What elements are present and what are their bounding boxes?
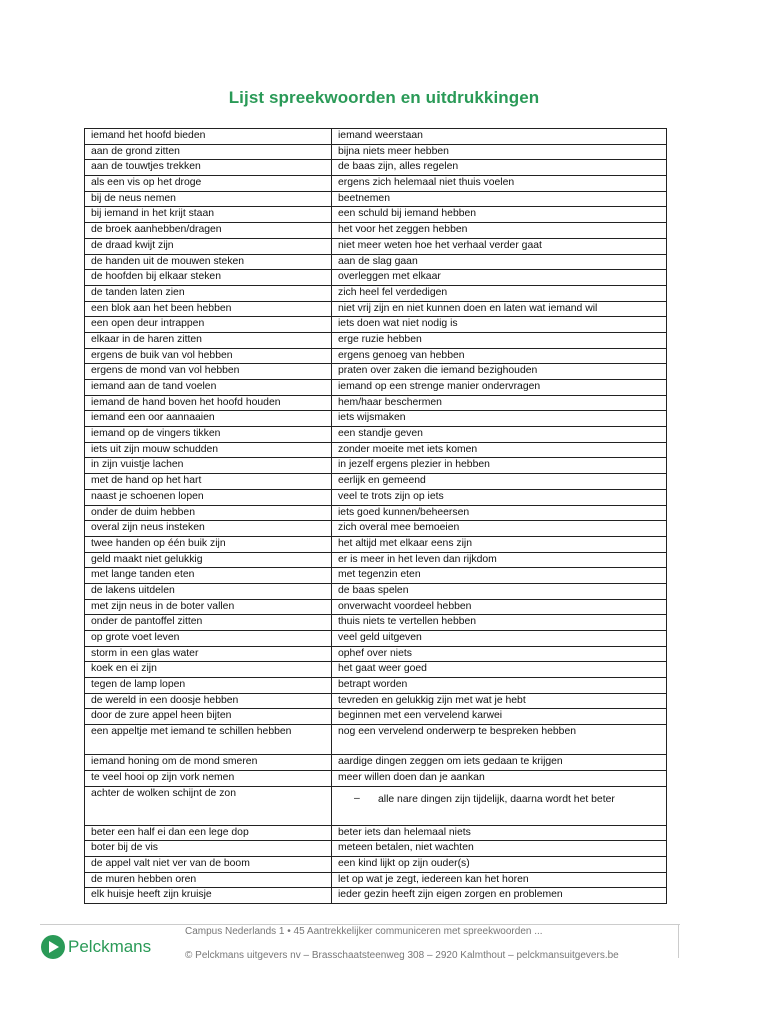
- expression-cell: een open deur intrappen: [85, 317, 332, 333]
- expression-cell: de wereld in een doosje hebben: [85, 693, 332, 709]
- table-row: [85, 129, 667, 145]
- table-row: [85, 521, 667, 537]
- expression-cell: bij de neus nemen: [85, 191, 332, 207]
- meaning-cell: onverwacht voordeel hebben: [332, 599, 667, 615]
- expression-cell: iemand aan de tand voelen: [85, 380, 332, 396]
- meaning-cell: ieder gezin heeft zijn eigen zorgen en problemen: [332, 888, 667, 904]
- table-row: [85, 615, 667, 631]
- dash-bullet: –: [354, 792, 360, 804]
- table-row: [85, 646, 667, 662]
- meaning-cell: veel geld uitgeven: [332, 631, 667, 647]
- expression-cell: in zijn vuistje lachen: [85, 458, 332, 474]
- expressions-table: [84, 128, 667, 904]
- logo-brand-name: Pelckmans: [68, 937, 152, 956]
- expression-cell: door de zure appel heen bijten: [85, 709, 332, 725]
- meaning-cell: aardige dingen zeggen om iets gedaan te krijgen: [332, 755, 667, 771]
- meaning-cell: de baas zijn, alles regelen: [332, 160, 667, 176]
- table-row: [85, 662, 667, 678]
- meaning-cell: praten over zaken die iemand bezighouden: [332, 364, 667, 380]
- table-row: [85, 458, 667, 474]
- expression-cell: onder de pantoffel zitten: [85, 615, 332, 631]
- meaning-cell: ergens zich helemaal niet thuis voelen: [332, 176, 667, 192]
- meaning-cell: een schuld bij iemand hebben: [332, 207, 667, 223]
- meaning-cell: meer willen doen dan je aankan: [332, 770, 667, 786]
- meaning-cell: niet vrij zijn en niet kunnen doen en laten wat iemand wil: [332, 301, 667, 317]
- expression-cell: de handen uit de mouwen steken: [85, 254, 332, 270]
- meaning-cell: ophef over niets: [332, 646, 667, 662]
- table-row: [85, 348, 667, 364]
- meaning-cell: [332, 786, 667, 825]
- table-row: [85, 207, 667, 223]
- meaning-cell: beter iets dan helemaal niets: [332, 825, 667, 841]
- meaning-cell: niet meer weten hoe het verhaal verder gaat: [332, 238, 667, 254]
- expression-cell: de broek aanhebben/dragen: [85, 223, 332, 239]
- meaning-cell: de baas spelen: [332, 583, 667, 599]
- expression-cell: achter de wolken schijnt de zon: [85, 786, 332, 825]
- expression-cell: een appeltje met iemand te schillen hebben: [85, 725, 332, 755]
- expression-cell: de lakens uitdelen: [85, 583, 332, 599]
- expression-cell: elkaar in de haren zitten: [85, 332, 332, 348]
- meaning-cell: bijna niets meer hebben: [332, 144, 667, 160]
- meaning-cell: beetnemen: [332, 191, 667, 207]
- meaning-cell: iemand weerstaan: [332, 129, 667, 145]
- expression-cell: aan de grond zitten: [85, 144, 332, 160]
- meaning-cell: iemand op een strenge manier ondervragen: [332, 380, 667, 396]
- table-row: [85, 144, 667, 160]
- meaning-cell: het voor het zeggen hebben: [332, 223, 667, 239]
- expression-cell: tegen de lamp lopen: [85, 678, 332, 694]
- meaning-cell: met tegenzin eten: [332, 568, 667, 584]
- table-row: [85, 755, 667, 771]
- pelckmans-logo-icon: [40, 934, 66, 960]
- table-row: [85, 176, 667, 192]
- table-row: [85, 678, 667, 694]
- meaning-cell: er is meer in het leven dan rijkdom: [332, 552, 667, 568]
- table-row: [85, 427, 667, 443]
- table-row: [85, 332, 667, 348]
- table-row: [85, 238, 667, 254]
- table-row: [85, 191, 667, 207]
- meaning-cell: iets goed kunnen/beheersen: [332, 505, 667, 521]
- meaning-cell: thuis niets te vertellen hebben: [332, 615, 667, 631]
- table-row: [85, 693, 667, 709]
- expression-cell: iets uit zijn mouw schudden: [85, 442, 332, 458]
- table-row: [85, 583, 667, 599]
- meaning-cell: erge ruzie hebben: [332, 332, 667, 348]
- meaning-cell: hem/haar beschermen: [332, 395, 667, 411]
- table-row: [85, 285, 667, 301]
- expression-cell: een blok aan het been hebben: [85, 301, 332, 317]
- expression-cell: koek en ei zijn: [85, 662, 332, 678]
- expression-cell: ergens de mond van vol hebben: [85, 364, 332, 380]
- meaning-cell: eerlijk en gemeend: [332, 474, 667, 490]
- expression-cell: de hoofden bij elkaar steken: [85, 270, 332, 286]
- expression-cell: de draad kwijt zijn: [85, 238, 332, 254]
- meaning-cell: zonder moeite met iets komen: [332, 442, 667, 458]
- table-row: [85, 489, 667, 505]
- table-row: [85, 725, 667, 755]
- footer: [0, 924, 768, 966]
- table-row: [85, 270, 667, 286]
- table-row: [85, 856, 667, 872]
- expression-cell: de appel valt niet ver van de boom: [85, 856, 332, 872]
- table-row: [85, 872, 667, 888]
- expression-cell: beter een half ei dan een lege dop: [85, 825, 332, 841]
- expression-cell: de tanden laten zien: [85, 285, 332, 301]
- expression-cell: elk huisje heeft zijn kruisje: [85, 888, 332, 904]
- meaning-cell: veel te trots zijn op iets: [332, 489, 667, 505]
- table-row: [85, 505, 667, 521]
- table-row: [85, 301, 667, 317]
- meaning-cell: overleggen met elkaar: [332, 270, 667, 286]
- table-row: [85, 786, 667, 825]
- meaning-cell: aan de slag gaan: [332, 254, 667, 270]
- footer-divider: [40, 924, 680, 925]
- table-row: [85, 474, 667, 490]
- table-row: [85, 380, 667, 396]
- meaning-cell: tevreden en gelukkig zijn met wat je hebt: [332, 693, 667, 709]
- meaning-cell: het gaat weer goed: [332, 662, 667, 678]
- footer-publisher-line: © Pelckmans uitgevers nv – Brasschaatsteenweg 308 – 2920 Kalmthout – pelckmansuitgevers.be: [185, 950, 619, 961]
- expression-cell: naast je schoenen lopen: [85, 489, 332, 505]
- table-row: [85, 631, 667, 647]
- meaning-cell: zich heel fel verdedigen: [332, 285, 667, 301]
- meaning-cell: zich overal mee bemoeien: [332, 521, 667, 537]
- expression-cell: iemand een oor aannaaien: [85, 411, 332, 427]
- table-row: [85, 395, 667, 411]
- expression-cell: ergens de buik van vol hebben: [85, 348, 332, 364]
- page-title: Lijst spreekwoorden en uitdrukkingen: [228, 88, 540, 107]
- table-row: [85, 841, 667, 857]
- table-row: [85, 888, 667, 904]
- expression-cell: boter bij de vis: [85, 841, 332, 857]
- expression-cell: twee handen op één buik zijn: [85, 536, 332, 552]
- meaning-cell: het altijd met elkaar eens zijn: [332, 536, 667, 552]
- expression-cell: te veel hooi op zijn vork nemen: [85, 770, 332, 786]
- table-row: [85, 599, 667, 615]
- table-row: [85, 223, 667, 239]
- footer-vertical-divider: [678, 924, 679, 958]
- expression-cell: op grote voet leven: [85, 631, 332, 647]
- meaning-cell: een standje geven: [332, 427, 667, 443]
- table-row: [85, 160, 667, 176]
- expression-cell: met lange tanden eten: [85, 568, 332, 584]
- meaning-cell: ergens genoeg van hebben: [332, 348, 667, 364]
- table-row: [85, 536, 667, 552]
- meaning-cell: nog een vervelend onderwerp te bespreken hebben: [332, 725, 667, 755]
- expression-cell: onder de duim hebben: [85, 505, 332, 521]
- expression-cell: de muren hebben oren: [85, 872, 332, 888]
- expression-cell: geld maakt niet gelukkig: [85, 552, 332, 568]
- table-row: [85, 442, 667, 458]
- footer-course-line: Campus Nederlands 1 • 45 Aantrekkelijker communiceren met spreekwoorden ...: [185, 926, 543, 937]
- meaning-cell: betrapt worden: [332, 678, 667, 694]
- expression-cell: iemand het hoofd bieden: [85, 129, 332, 145]
- table-row: [85, 411, 667, 427]
- table-row: [85, 568, 667, 584]
- meaning-cell: meteen betalen, niet wachten: [332, 841, 667, 857]
- table-row: [85, 317, 667, 333]
- expression-cell: als een vis op het droge: [85, 176, 332, 192]
- expression-cell: storm in een glas water: [85, 646, 332, 662]
- expression-cell: aan de touwtjes trekken: [85, 160, 332, 176]
- meaning-cell: een kind lijkt op zijn ouder(s): [332, 856, 667, 872]
- expression-cell: iemand honing om de mond smeren: [85, 755, 332, 771]
- meaning-cell: iets doen wat niet nodig is: [332, 317, 667, 333]
- meaning-cell: iets wijsmaken: [332, 411, 667, 427]
- publisher-logo: [40, 934, 151, 960]
- table-row: [85, 770, 667, 786]
- meaning-text: alle nare dingen zijn tijdelijk, daarna wordt het beter: [378, 793, 615, 805]
- meaning-cell: let op wat je zegt, iedereen kan het horen: [332, 872, 667, 888]
- table-row: [85, 364, 667, 380]
- table-row: [85, 552, 667, 568]
- expression-cell: iemand de hand boven het hoofd houden: [85, 395, 332, 411]
- table-row: [85, 709, 667, 725]
- expression-cell: overal zijn neus insteken: [85, 521, 332, 537]
- table-row: [85, 254, 667, 270]
- expression-cell: met de hand op het hart: [85, 474, 332, 490]
- table-row: [85, 825, 667, 841]
- expression-cell: met zijn neus in de boter vallen: [85, 599, 332, 615]
- meaning-cell: in jezelf ergens plezier in hebben: [332, 458, 667, 474]
- meaning-cell: beginnen met een vervelend karwei: [332, 709, 667, 725]
- expression-cell: iemand op de vingers tikken: [85, 427, 332, 443]
- expression-cell: bij iemand in het krijt staan: [85, 207, 332, 223]
